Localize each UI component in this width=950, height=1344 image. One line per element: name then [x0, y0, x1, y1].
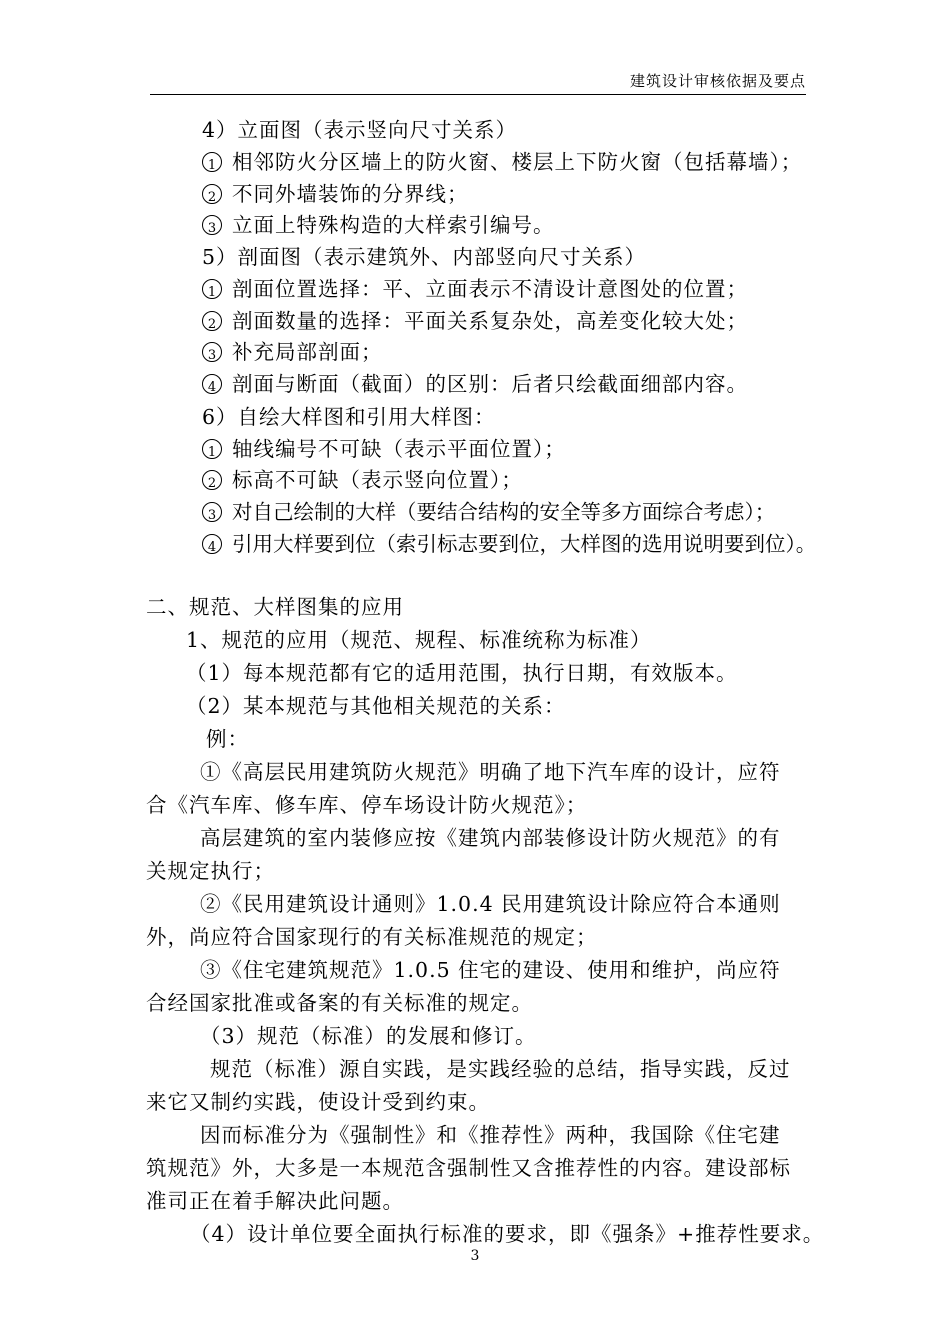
sub-heading: 1、规范的应用（规范、规程、标准统称为标准） — [186, 628, 652, 652]
circled-number-icon: 2 — [202, 470, 222, 490]
list-item-text: 剖面数量的选择：平面关系复杂处，高差变化较大处； — [232, 309, 748, 333]
page-header — [150, 70, 806, 95]
list-item-text: 剖面与断面（截面）的区别：后者只绘截面细部内容。 — [232, 372, 748, 396]
circled-number-icon: 1 — [202, 439, 222, 459]
paragraph: 来它又制约实践，使设计受到约束。 — [146, 1090, 490, 1114]
paragraph: 合《汽车库、修车库、停车场设计防火规范》； — [146, 793, 588, 817]
list-item-text: 标高不可缺（表示竖向位置）； — [232, 468, 523, 492]
circled-number-icon: 3 — [202, 342, 222, 362]
page-number: 3 — [470, 1248, 480, 1264]
paragraph: 外，尚应符合国家现行的有关标准规范的规定； — [146, 925, 598, 949]
circled-number-icon: 2 — [202, 184, 222, 204]
list-item-text: 引用大样要到位（索引标志要到位，大样图的选用说明要到位）。 — [232, 532, 817, 556]
list-item-text: 立面上特殊构造的大样索引编号。 — [232, 213, 555, 237]
paragraph: 筑规范》外，大多是一本规范含强制性又含推荐性的内容。建设部标 — [146, 1156, 791, 1180]
paragraph: 例： — [206, 727, 249, 751]
paragraph: 合经国家批准或备案的有关标准的规定。 — [146, 991, 533, 1015]
section-heading: 5）剖面图（表示建筑外、内部竖向尺寸关系） — [202, 245, 647, 269]
circled-number-icon: 1 — [202, 152, 222, 172]
list-item-text: 相邻防火分区墙上的防火窗、楼层上下防火窗（包括幕墙）； — [232, 150, 803, 174]
paragraph: 准司正在着手解决此问题。 — [146, 1189, 404, 1213]
paragraph: 因而标准分为《强制性》和《推荐性》两种，我国除《住宅建 — [200, 1123, 781, 1147]
paragraph: （1）每本规范都有它的适用范围，执行日期，有效版本。 — [186, 661, 738, 685]
circled-number-icon: 4 — [202, 374, 222, 394]
circled-number-icon: 2 — [202, 311, 222, 331]
section-title: 二、规范、大样图集的应用 — [146, 595, 404, 619]
list-item-text: 轴线编号不可缺（表示平面位置）； — [232, 437, 566, 461]
paragraph: ②《民用建筑设计通则》1.0.4 民用建筑设计除应符合本通则 — [200, 892, 781, 916]
list-item-text: 对自己绘制的大样（要结合结构的安全等多方面综合考虑）； — [232, 500, 776, 524]
list-item-text: 剖面位置选择：平、立面表示不清设计意图处的位置； — [232, 277, 748, 301]
detail-heading: 6）自绘大样图和引用大样图： — [202, 405, 496, 429]
paragraph: ③《住宅建筑规范》1.0.5 住宅的建设、使用和维护，尚应符 — [200, 958, 781, 982]
paragraph: （3）规范（标准）的发展和修订。 — [200, 1024, 537, 1048]
circled-number-icon: 3 — [202, 502, 222, 522]
circled-number-icon: 3 — [202, 215, 222, 235]
paragraph: 关规定执行； — [146, 859, 275, 883]
circled-number-icon: 4 — [202, 534, 222, 554]
paragraph: （4）设计单位要全面执行标准的要求，即《强条》+推荐性要求。 — [190, 1222, 825, 1246]
paragraph: ①《高层民用建筑防火规范》明确了地下汽车库的设计，应符 — [200, 760, 781, 784]
circled-number-icon: 1 — [202, 279, 222, 299]
list-item-text: 补充局部剖面； — [232, 340, 383, 364]
paragraph: 规范（标准）源自实践，是实践经验的总结，指导实践，反过 — [210, 1057, 791, 1081]
paragraph: （2）某本规范与其他相关规范的关系： — [186, 694, 566, 718]
header-title: 建筑设计审核依据及要点 — [629, 72, 806, 90]
paragraph: 高层建筑的室内装修应按《建筑内部装修设计防火规范》的有 — [200, 826, 781, 850]
elevation-heading: 4）立面图（表示竖向尺寸关系） — [202, 118, 518, 142]
list-item-text: 不同外墙装饰的分界线； — [232, 182, 469, 206]
